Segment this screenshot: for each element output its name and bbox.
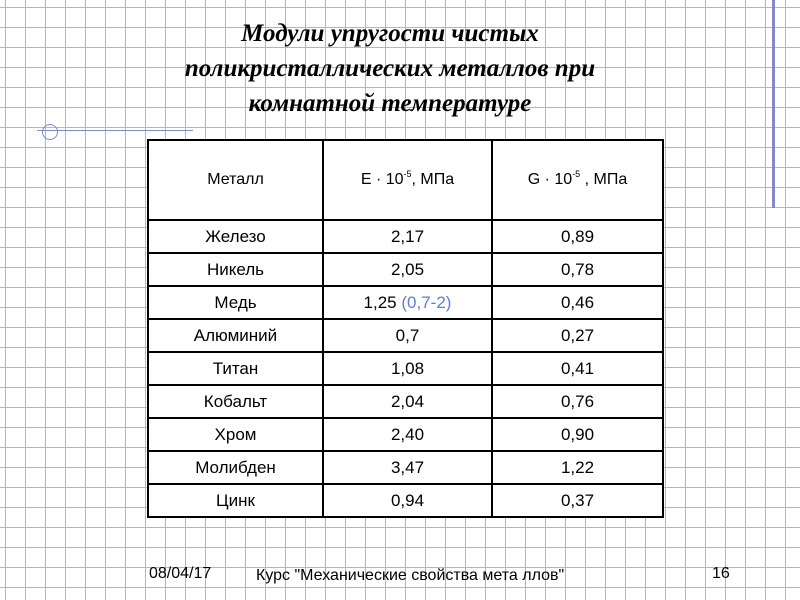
- table-row: [148, 352, 663, 385]
- table-row: [148, 220, 663, 253]
- cell-metal: Хром: [148, 418, 323, 451]
- table-row: [148, 253, 663, 286]
- cell-metal: Молибден: [148, 451, 323, 484]
- table-row: [148, 418, 663, 451]
- cell-e: 2,17: [323, 220, 492, 253]
- cell-g: 0,37: [492, 484, 663, 517]
- cell-e-value: 1,25: [363, 292, 397, 312]
- cell-metal: Кобальт: [148, 385, 323, 418]
- decorative-vertical-line: [772, 0, 775, 208]
- cell-g: 0,46: [492, 286, 663, 319]
- cell-metal: Титан: [148, 352, 323, 385]
- cell-e: 3,47: [323, 451, 492, 484]
- cell-e: [323, 286, 492, 319]
- cell-g: 0,41: [492, 352, 663, 385]
- cell-metal: Алюминий: [148, 319, 323, 352]
- header-e-exponent: -5: [403, 169, 412, 179]
- cell-g: 0,89: [492, 220, 663, 253]
- cell-e-range: (0,7-2): [401, 292, 452, 312]
- cell-metal: Железо: [148, 220, 323, 253]
- cell-g: 0,27: [492, 319, 663, 352]
- footer-course-title: Курс "Механические свойства мета ллов": [256, 567, 565, 584]
- cell-g: 0,76: [492, 385, 663, 418]
- table-row: [148, 484, 663, 517]
- cell-e: 1,08: [323, 352, 492, 385]
- slide-title: Модули упругости чистых поликристаллических металлов при комнатной температуре: [184, 20, 596, 117]
- header-shear-modulus: [492, 140, 663, 220]
- cell-e: 0,94: [323, 484, 492, 517]
- table-row: [148, 385, 663, 418]
- footer-date: 08/04/17: [149, 565, 212, 582]
- cell-e: 2,04: [323, 385, 492, 418]
- cell-metal: Цинк: [148, 484, 323, 517]
- cell-metal: Никель: [148, 253, 323, 286]
- header-metal: Металл: [148, 140, 323, 220]
- cell-e: 0,7: [323, 319, 492, 352]
- elastic-moduli-table: [147, 139, 664, 518]
- cell-e: 2,05: [323, 253, 492, 286]
- header-g-prefix: G · 10: [527, 171, 573, 188]
- table-row: [148, 319, 663, 352]
- table-header-row: [148, 140, 663, 220]
- cell-e: 2,40: [323, 418, 492, 451]
- cell-g: 0,90: [492, 418, 663, 451]
- table-row: [148, 286, 663, 319]
- header-e-unit: , МПа: [411, 171, 455, 188]
- cell-g: 1,22: [492, 451, 663, 484]
- header-young-modulus: [323, 140, 492, 220]
- header-g-unit: , МПа: [580, 171, 628, 188]
- decorative-horizontal-line: [37, 130, 193, 131]
- header-e-prefix: Е · 10: [360, 171, 404, 188]
- footer-page-number: 16: [712, 565, 730, 582]
- decorative-circle: [42, 124, 58, 140]
- cell-metal: Медь: [148, 286, 323, 319]
- header-g-exponent: -5: [572, 169, 581, 179]
- cell-g: 0,78: [492, 253, 663, 286]
- table-row: [148, 451, 663, 484]
